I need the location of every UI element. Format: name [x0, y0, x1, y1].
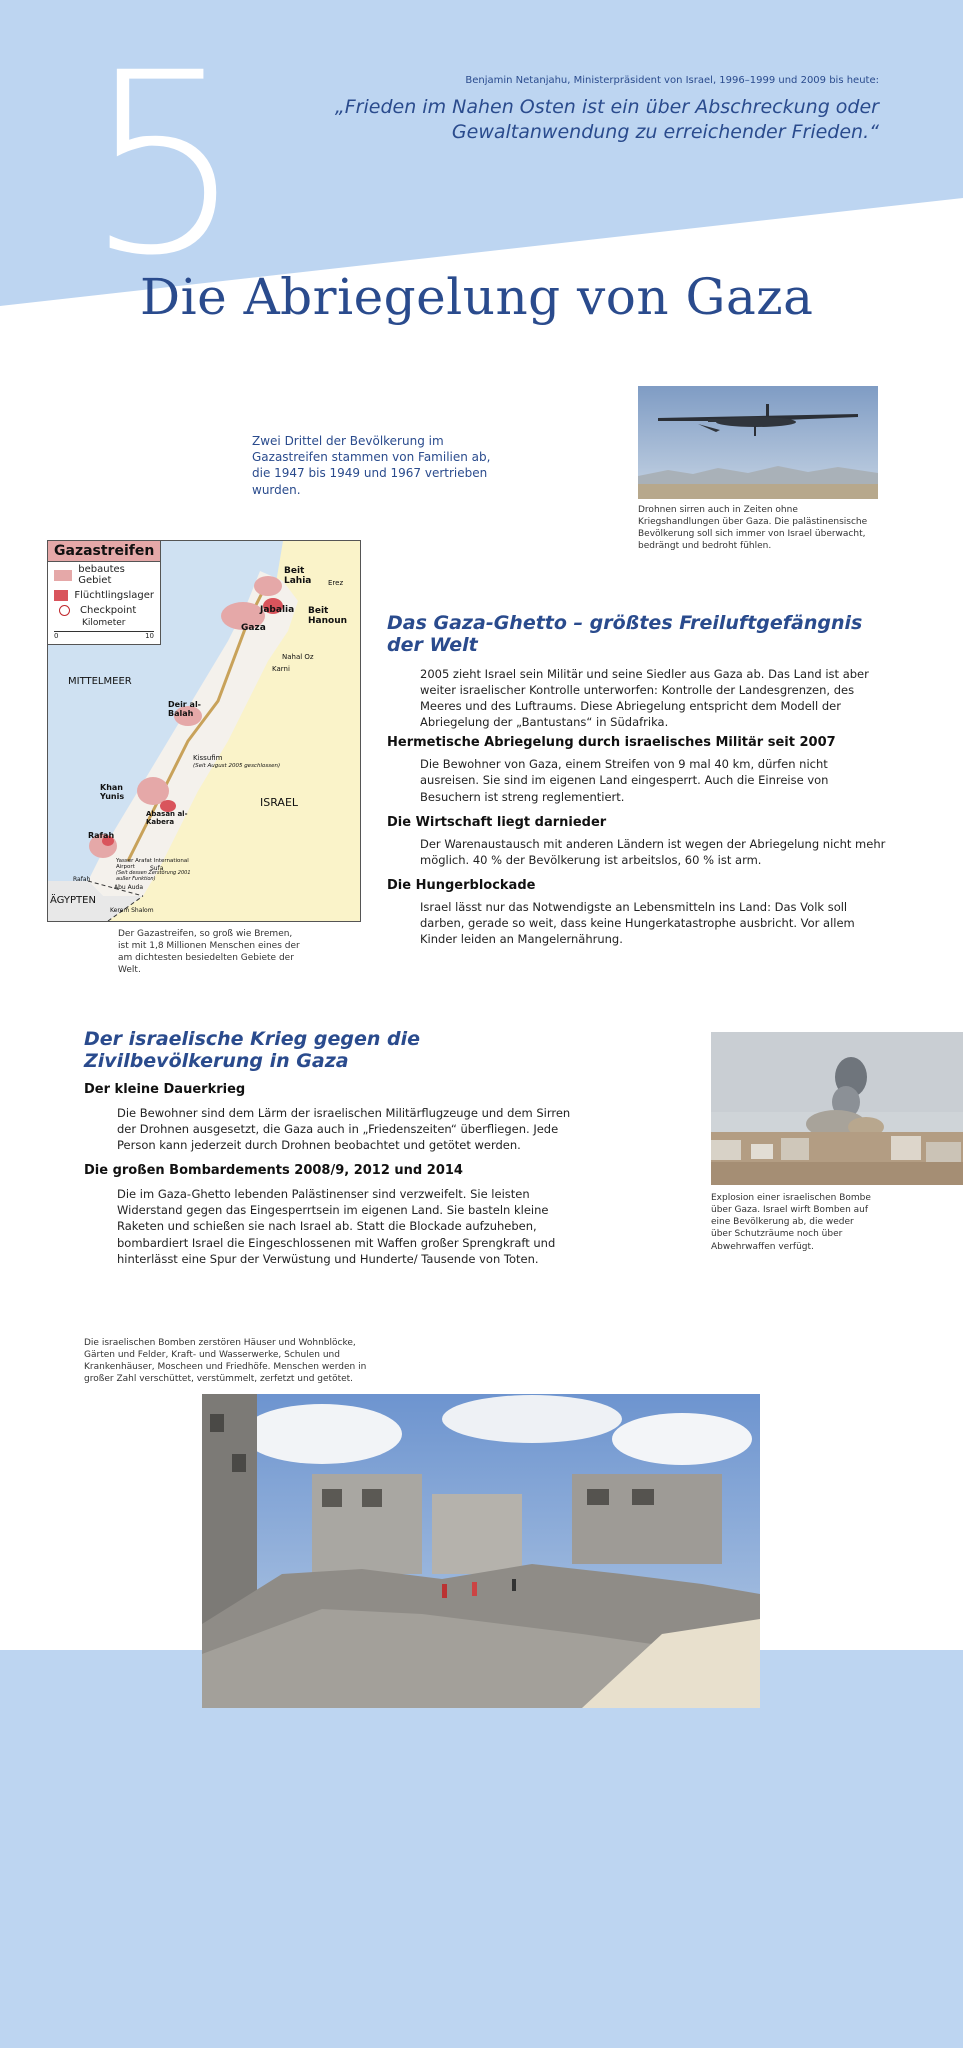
map-legend [48, 541, 161, 645]
map-label-deir-al-balah: Deir al-Balah [168, 700, 201, 718]
map-label-abu-auda: Abu Auda [114, 884, 144, 891]
scale-bar: 0 10 [54, 632, 154, 640]
map-label-beit-lahia: Beit Lahia [284, 566, 312, 586]
section-number: 5 [85, 19, 241, 310]
ghetto-paragraph-4: Israel lässt nur das Notwendigste an Lebensmitteln ins Land: Das Volk soll darben, gerade so weit, dass keine Hungerkatastrophe ausbricht. Vor allem Kinder leiden an Mangelernährung. [420, 899, 855, 947]
map-label-khan-yunis: Khan Yunis [100, 783, 125, 801]
map-label-gaza: Gaza [241, 623, 266, 633]
krieg-paragraph-1: Die Bewohner sind dem Lärm der israelischen Militärflugzeuge und dem Sirren der Drohnen ausgesetzt, die Gaza auch in „Friedenszeiten“ überfliegen. Jede Person kann jederzeit durch Drohnen beobachtet und getötet werden. [117, 1106, 571, 1153]
map-label-israel: ISRAEL [260, 796, 299, 809]
section-heading-ghetto: Das Gaza-Ghetto – größtes Freiluftgefängnis der Welt [387, 612, 863, 656]
section-heading-krieg: Der israelische Krieg gegen die Zivilbevölkerung in Gaza [84, 1028, 420, 1072]
refugee-camp-swatch-icon [54, 590, 68, 601]
legend-built-up: bebautes Gebiet [48, 562, 160, 588]
quote-attribution: Benjamin Netanjahu, Ministerpräsident von Israel, 1996–1999 und 2009 bis heute: [465, 75, 879, 86]
checkpoint-icon [54, 605, 74, 616]
quote: „Frieden im Nahen Osten ist ein über Abschreckung oder Gewaltanwendung zu erreichender Frieden.“ [334, 96, 879, 143]
map-label-kerem-shalom: Kerem Shalom [110, 907, 154, 914]
explosion-photo [711, 1032, 963, 1185]
map-label-beit-hanoun: Beit Hanoun [308, 606, 348, 626]
map-label-rafah-checkpoint: Rafah [73, 876, 91, 883]
ruins-caption: Die israelischen Bomben zerstören Häuser und Wohnblöcke, Gärten und Felder, Kraft- und Wasserwerke, Schulen und Krankenhäuser, Moscheen und Friedhöfe. Menschen werden in großer Zahl verschüttet, verstümmelt, zerfetzt und getötet. [84, 1338, 367, 1385]
map-label-kissufim: Kissufim [193, 754, 223, 762]
section-krieg [84, 1028, 584, 1267]
explosion-caption: Explosion einer israelischen Bombe über Gaza. Israel wirft Bomben auf eine Bevölkerung ab, die weder über Schutzräume noch über Abwehrwaffen verfügt. [711, 1193, 871, 1252]
gaza-map [47, 540, 361, 922]
drone-photo [638, 386, 878, 499]
map-label-airport: Yasser Arafat International Airport [116, 858, 189, 871]
page-title: Die Abriegelung von Gaza [140, 268, 814, 326]
map-label-aegypten: ÄGYPTEN [50, 895, 96, 906]
drone-caption: Drohnen sirren auch in Zeiten ohne Kriegshandlungen über Gaza. Die palästinensische Bevölkerung soll sich immer von Israel überwacht, bedrängt und bedroht fühlen. [638, 505, 868, 552]
scale-label: Kilometer [82, 618, 126, 628]
map-label-airport-note: (Seit dessen Zerstörung 2001 außer Funktion) [116, 870, 191, 882]
map-title: Gazastreifen [48, 541, 160, 562]
subheading-hungerblockade: Die Hungerblockade [387, 877, 536, 893]
built-up-swatch-icon [54, 570, 72, 581]
ruins-photo [202, 1394, 760, 1708]
map-label-jabalia: Jabalia [260, 605, 295, 615]
map-label-mittelmeer: MITTELMEER [68, 676, 132, 687]
map-caption: Der Gazastreifen, so groß wie Bremen, ist mit 1,8 Millionen Menschen eines der am dichtesten besiedelten Gebiete der Welt. [118, 929, 300, 976]
ghetto-paragraph-2: Die Bewohner von Gaza, einem Streifen von 9 mal 40 km, dürfen nicht ausreisen. Sie sind im eigenen Land eingesperrt. Auch die Einreise von Besuchern ist streng reglementiert. [420, 757, 829, 804]
map-label-karni: Karni [272, 665, 290, 673]
subheading-wirtschaft: Die Wirtschaft liegt darnieder [387, 814, 607, 830]
map-label-erez: Erez [328, 579, 344, 587]
legend-checkpoint: Checkpoint [48, 603, 160, 618]
map-label-nahal-oz: Nahal Oz [282, 653, 314, 661]
map-label-rafah: Rafah [88, 831, 115, 840]
ghetto-paragraph-1: 2005 zieht Israel sein Militär und seine Siedler aus Gaza ab. Das Land ist aber weiter israelischer Kontrolle unterworfen: Kontrolle der Landesgrenzen, des Meeres und des Luftraums. Diese Abriegelung entspricht dem Modell der Abriegelung der „Bantustans“ in Südafrika. [420, 667, 869, 730]
map-label-sufa: Sufa [150, 865, 164, 872]
subheading-dauerkrieg: Der kleine Dauerkrieg [84, 1082, 246, 1097]
map-label-abasan: Abasan al-Kabera [146, 810, 188, 826]
map-label-kissufim-note: (Seit August 2005 geschlossen) [193, 763, 281, 769]
subheading-bombardements: Die großen Bombardements 2008/9, 2012 und 2014 [84, 1163, 463, 1179]
bottom-band [0, 1650, 963, 2048]
krieg-paragraph-2: Die im Gaza-Ghetto lebenden Palästinenser sind verzweifelt. Sie leisten Widerstand gegen das Eingesperrtsein im eigenen Land. Sie basteln kleine Raketen und schießen sie nach Israel ab. Statt die Blockade aufzuheben, bombardiert Israel die Eingeschlossenen mit Waffen großer Sprengkraft und hinterlässt eine Spur der Verwüstung und Hunderte/ Tausende von Toten. [117, 1187, 556, 1266]
section-gaza-ghetto [387, 612, 887, 947]
subheading-abriegelung: Hermetische Abriegelung durch israelisches Militär seit 2007 [387, 735, 836, 751]
ghetto-paragraph-3: Der Warenaustausch mit anderen Ländern ist wegen der Abriegelung nicht mehr möglich. 40 % der Bevölkerung ist arbeitslos, 60 % ist arm. [420, 836, 886, 867]
intro-text: Zwei Drittel der Bevölkerung im Gazastreifen stammen von Familien ab, die 1947 bis 1949 und 1967 vertrieben wurden. [252, 434, 491, 497]
legend-refugee-camp: Flüchtlingslager [48, 588, 160, 603]
